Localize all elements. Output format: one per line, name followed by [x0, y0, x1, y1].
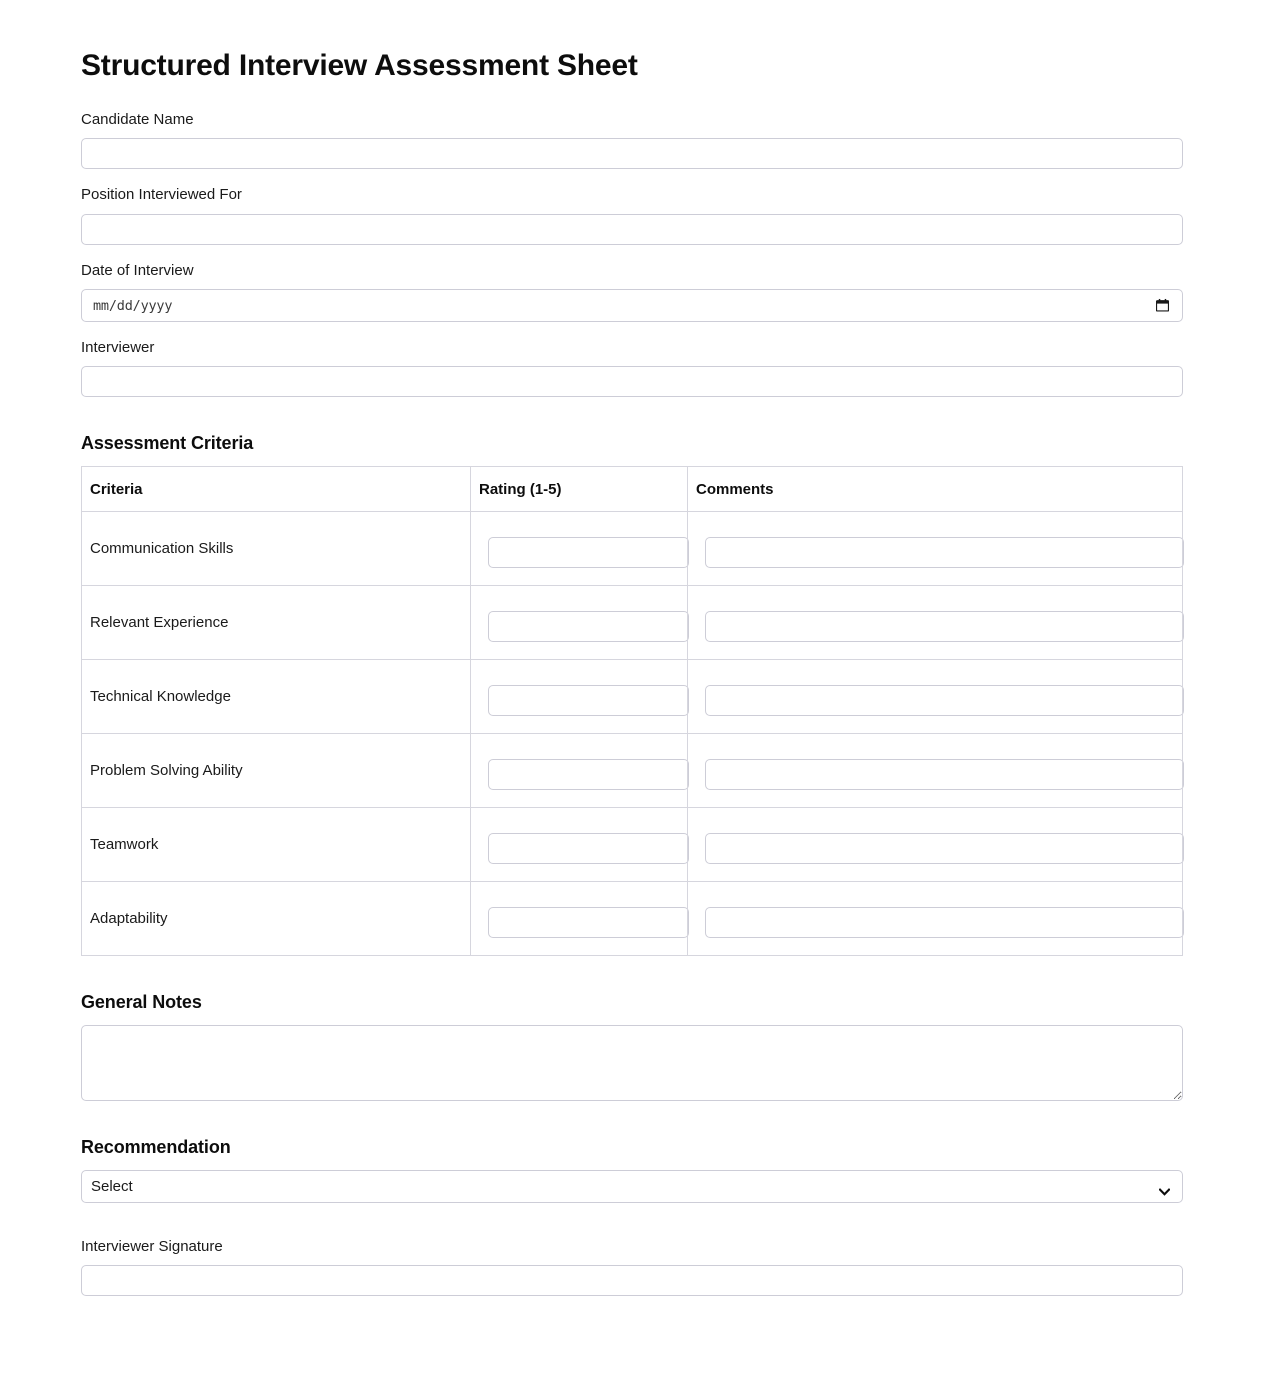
- rating-input-problem-solving-ability[interactable]: [488, 759, 689, 790]
- field-position: [81, 185, 1183, 244]
- comments-input-teamwork[interactable]: [705, 833, 1184, 864]
- table-row: [82, 586, 1183, 660]
- comments-cell: [688, 586, 1183, 660]
- criteria-label-teamwork: Teamwork: [82, 808, 471, 882]
- criteria-label-communication-skills: Communication Skills: [82, 512, 471, 586]
- criteria-label-technical-knowledge: Technical Knowledge: [82, 660, 471, 734]
- position-input[interactable]: [81, 214, 1183, 245]
- comments-cell: [688, 808, 1183, 882]
- interviewer-label: Interviewer: [81, 338, 155, 356]
- comments-cell: [688, 660, 1183, 734]
- column-header-comments: Comments: [688, 467, 1183, 512]
- field-interviewer-signature: [81, 1237, 1183, 1296]
- criteria-label-problem-solving-ability: Problem Solving Ability: [82, 734, 471, 808]
- candidate-name-input[interactable]: [81, 138, 1183, 169]
- rating-cell: [471, 586, 688, 660]
- comments-cell: [688, 734, 1183, 808]
- rating-input-relevant-experience[interactable]: [488, 611, 689, 642]
- date-of-interview-label: Date of Interview: [81, 261, 194, 279]
- rating-input-adaptability[interactable]: [488, 907, 689, 938]
- rating-cell: [471, 660, 688, 734]
- comments-input-adaptability[interactable]: [705, 907, 1184, 938]
- comments-input-technical-knowledge[interactable]: [705, 685, 1184, 716]
- recommendation-heading: Recommendation: [81, 1137, 231, 1157]
- candidate-name-label: Candidate Name: [81, 111, 194, 128]
- comments-input-communication-skills[interactable]: [705, 537, 1184, 568]
- page-title: Structured Interview Assessment Sheet: [81, 49, 638, 82]
- field-date-of-interview: [81, 261, 1183, 322]
- rating-input-communication-skills[interactable]: [488, 537, 689, 568]
- interviewer-signature-input[interactable]: [81, 1265, 1183, 1296]
- rating-cell: [471, 512, 688, 586]
- comments-cell: [688, 882, 1183, 956]
- assessment-criteria-table: [81, 466, 1183, 956]
- rating-cell: [471, 882, 688, 956]
- rating-cell: [471, 808, 688, 882]
- section-spacer: [81, 1203, 1183, 1237]
- date-of-interview-input[interactable]: mm/dd/yyyy: [81, 289, 1183, 322]
- column-header-rating: Rating (1-5): [471, 467, 688, 512]
- field-interviewer: [81, 338, 1183, 397]
- table-row: [82, 808, 1183, 882]
- table-row: [82, 882, 1183, 956]
- general-notes-textarea[interactable]: [81, 1025, 1183, 1101]
- assessment-criteria-heading: Assessment Criteria: [81, 433, 254, 453]
- position-label: Position Interviewed For: [81, 186, 242, 204]
- comments-input-relevant-experience[interactable]: [705, 611, 1184, 642]
- table-row: [82, 660, 1183, 734]
- field-candidate-name: [81, 110, 1183, 169]
- interviewer-signature-label: Interviewer Signature: [81, 1238, 223, 1255]
- table-row: [82, 512, 1183, 586]
- recommendation-select[interactable]: [81, 1170, 1183, 1203]
- column-header-criteria: Criteria: [82, 467, 471, 512]
- date-input-wrapper: [81, 289, 1183, 322]
- table-header-row: [82, 467, 1183, 512]
- general-notes-heading: General Notes: [81, 992, 202, 1012]
- rating-input-teamwork[interactable]: [488, 833, 689, 864]
- rating-cell: [471, 734, 688, 808]
- rating-input-technical-knowledge[interactable]: [488, 685, 689, 716]
- criteria-label-adaptability: Adaptability: [82, 882, 471, 956]
- comments-cell: [688, 512, 1183, 586]
- interviewer-input[interactable]: [81, 366, 1183, 397]
- comments-input-problem-solving-ability[interactable]: [705, 759, 1184, 790]
- criteria-label-relevant-experience: Relevant Experience: [82, 586, 471, 660]
- table-row: [82, 734, 1183, 808]
- recommendation-select-wrapper: [81, 1170, 1183, 1203]
